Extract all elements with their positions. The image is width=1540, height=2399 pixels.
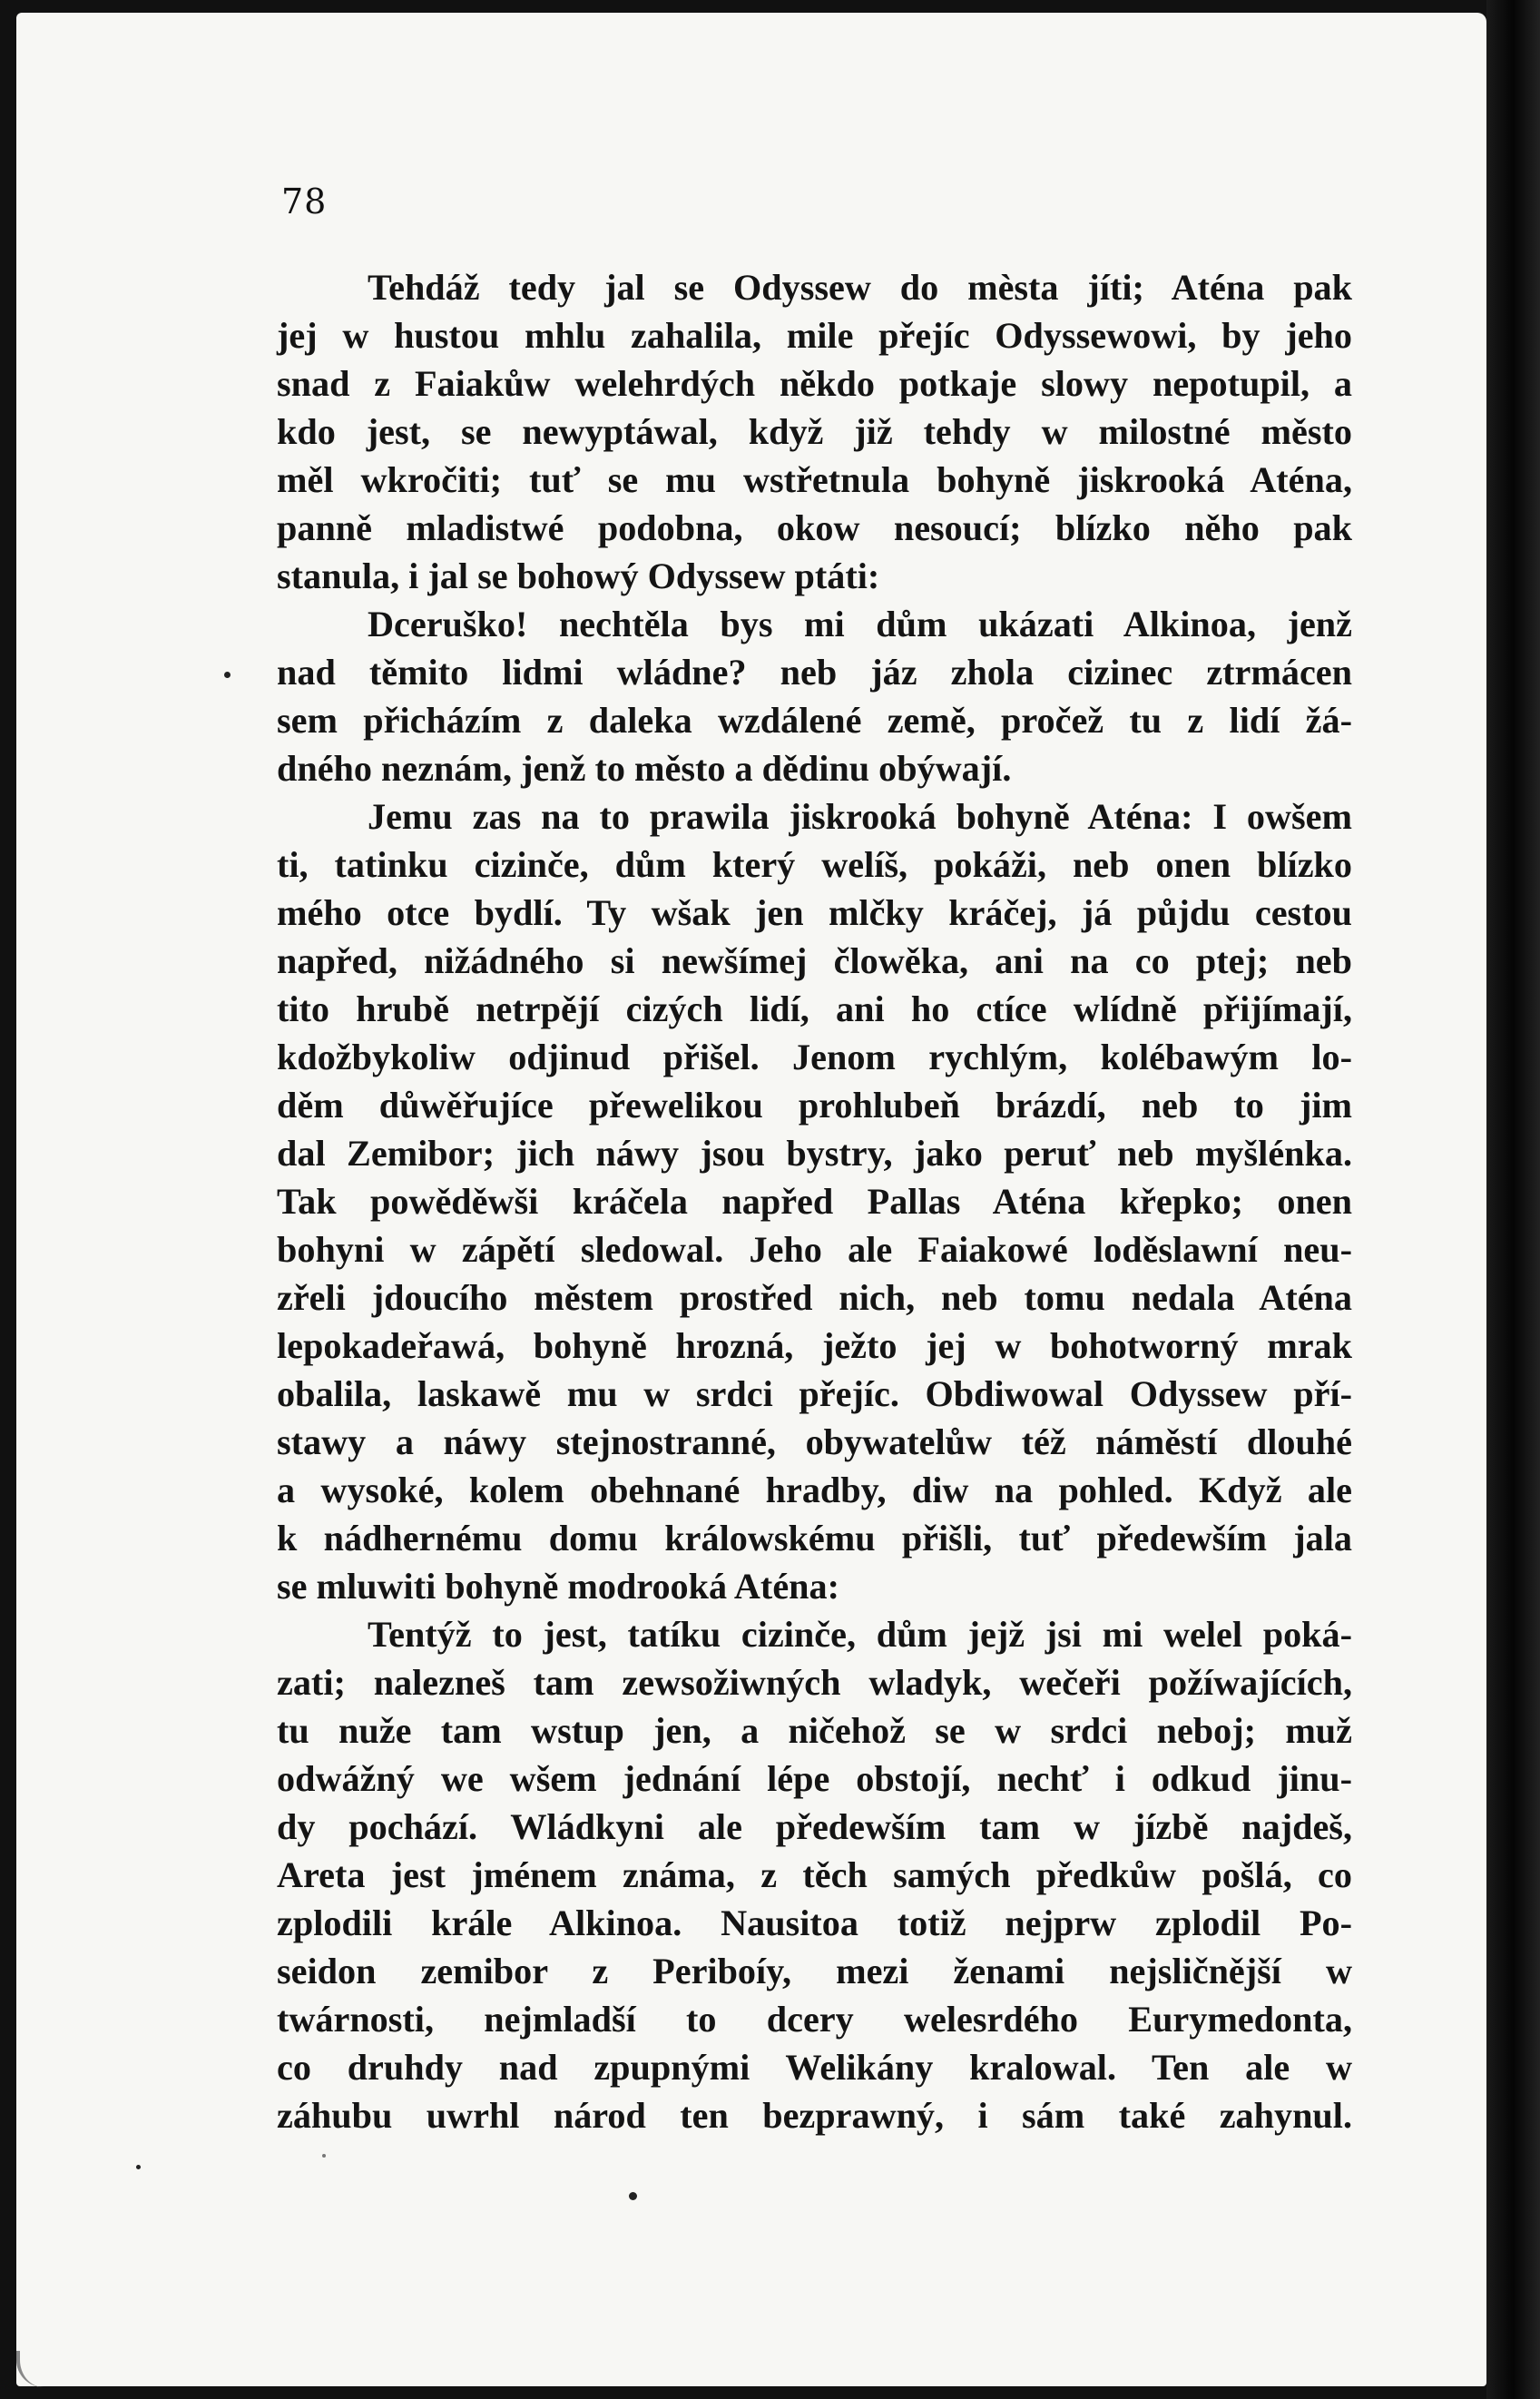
text-line: dného neznám, jenž to město a dědinu obýwají. <box>277 748 1012 789</box>
text-line: zplodili krále Alkinoa. Nausitoa totiž nejprw zplodil Po- <box>277 1902 1352 1943</box>
text-line: kdo jest, se newyptáwal, když již tehdy w milostné město <box>277 411 1352 452</box>
text-line: Tentýž to jest, tatíku cizinče, dům jejž jsi mi welel poká- <box>368 1614 1352 1655</box>
text-line: ti, tatinku cizinče, dům který welíš, pokáži, neb onen blízko <box>277 844 1352 885</box>
text-line: mého otce bydlí. Ty wšak jen mlčky kráčej, já půjdu cestou <box>277 892 1352 933</box>
text-line: měl wkročiti; tuť se mu wstřetnula bohyně jiskrooká Aténa, <box>277 459 1352 500</box>
ink-speck <box>136 2165 141 2169</box>
text-line: seidon zemibor z Periboíy, mezi ženami nejsličnější w <box>277 1951 1352 1991</box>
text-line: co druhdy nad zpupnými Welikány kralowal. Ten ale w <box>277 2047 1352 2088</box>
text-line: Tak powěděwši kráčela napřed Pallas Aténa křepko; onen <box>277 1181 1352 1222</box>
text-line: nad těmito lidmi wládne? neb jáz zhola cizinec ztrmácen <box>277 652 1352 693</box>
page-number: 78 <box>281 182 328 221</box>
text-line: napřed, nižádného si newšímej člowěka, ani na co ptej; neb <box>277 940 1352 981</box>
text-line: obalila, laskawě mu w srdci přejíc. Obdiwowal Odyssew pří- <box>277 1373 1352 1414</box>
text-line: kdožbykoliw odjinud přišel. Jenom rychlým, kolébawým lo- <box>277 1037 1352 1077</box>
text-line: dal Zemibor; jich náwy jsou bystry, jako peruť neb myšlénka. <box>277 1133 1352 1174</box>
text-line: Dceruško! nechtěla bys mi dům ukázati Alkinoa, jenž <box>368 604 1352 644</box>
text-line: dy pochází. Wládkyni ale předewším tam w jízbě najdeš, <box>277 1806 1352 1847</box>
text-line: panně mladistwé podobna, okow nesoucí; blízko něho pak <box>277 507 1352 548</box>
margin-mark <box>224 672 231 678</box>
text-line: zřeli jdoucího městem prostřed nich, neb tomu nedala Aténa <box>277 1277 1352 1318</box>
text-line: a wysoké, kolem obehnané hradby, diw na pohled. Když ale <box>277 1470 1352 1510</box>
text-line: tito hrubě netrpějí cizých lidí, ani ho ctíce wlídně přijímají, <box>277 988 1352 1029</box>
page-edge-shadow <box>1486 0 1540 2399</box>
text-line: záhubu uwrhl národ ten bezprawný, i sám také zahynul. <box>277 2095 1352 2136</box>
text-line: snad z Faiakůw welehrdých někdo potkaje slowy nepotupil, a <box>277 363 1352 404</box>
text-line: bohyni w zápětí sledowal. Jeho ale Faiakowé loděslawní neu- <box>277 1229 1352 1270</box>
text-line: twárnosti, nejmladší to dcery welesrdého Eurymedonta, <box>277 1999 1352 2040</box>
text-line: Jemu zas na to prawila jiskrooká bohyně Aténa: I owšem <box>368 796 1352 837</box>
text-line: stanula, i jal se bohowý Odyssew ptáti: <box>277 556 880 596</box>
text-line: se mluwiti bohyně modrooká Aténa: <box>277 1566 839 1607</box>
text-line: odwážný we wšem jednání lépe obstojí, nechť i odkud jinu- <box>277 1758 1352 1799</box>
text-line: sem přicházím z daleka wzdálené země, pročež tu z lidí žá- <box>277 700 1352 741</box>
text-line: stawy a náwy stejnostranné, obywatelůw též náměstí dlouhé <box>277 1421 1352 1462</box>
text-line: lepokadeřawá, bohyně hrozná, ježto jej w bohotworný mrak <box>277 1325 1352 1366</box>
body-text <box>277 263 1352 2139</box>
ink-speck <box>629 2192 637 2200</box>
text-line: Areta jest jménem známa, z těch samých předkůw pošlá, co <box>277 1854 1352 1895</box>
ink-speck <box>322 2154 326 2158</box>
text-line: Tehdáž tedy jal se Odyssew do mèsta jíti; Aténa pak <box>368 267 1352 308</box>
text-line: tu nuže tam wstup jen, a ničehož se w srdci neboj; muž <box>277 1710 1352 1751</box>
text-line: zati; nalezneš tam zewsožiwných wladyk, wečeři požíwajících, <box>277 1662 1352 1703</box>
text-line: jej w hustou mhlu zahalila, mile přejíc Odyssewowi, by jeho <box>277 315 1352 356</box>
text-line: děm důwěřujíce přewelikou prohlubeň brázdí, neb to jim <box>277 1085 1352 1126</box>
text-line: k nádhernému domu králowskému přišli, tuť předewším jala <box>277 1518 1352 1558</box>
